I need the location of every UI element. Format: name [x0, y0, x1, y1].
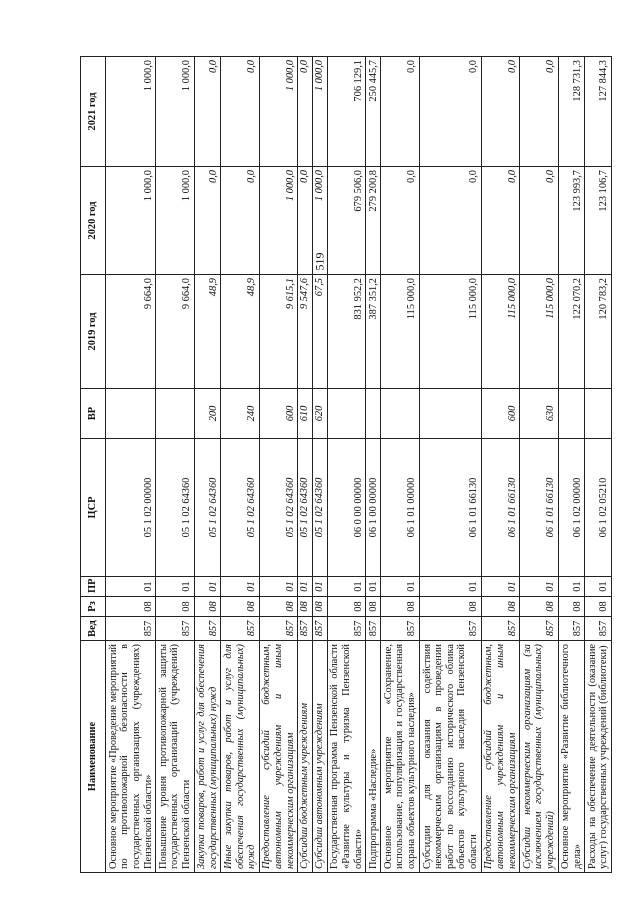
cell-vr [585, 389, 612, 439]
cell-2021: 0,0 [194, 57, 221, 167]
cell-2019: 115 000,0 [381, 275, 419, 389]
cell-2019: 115 000,0 [419, 275, 481, 389]
cell-2019: 9 664,0 [156, 275, 194, 389]
table-row [106, 57, 156, 873]
table-row [481, 57, 519, 873]
cell-csr: 06 1 01 00000 [381, 439, 419, 577]
cell-2020: 0,0 [481, 167, 519, 275]
cell-rz: 08 [520, 597, 558, 617]
cell-name: Предоставление субсидий бюджетным, автономным учреждениям и иным некоммерческим организациям [259, 641, 297, 873]
cell-ved: 857 [585, 617, 612, 641]
cell-vr: 600 [481, 389, 519, 439]
cell-vr: 630 [520, 389, 558, 439]
cell-ved: 857 [298, 617, 313, 641]
header-2020: 2020 год [81, 167, 106, 275]
cell-csr: 05 1 02 64360 [298, 439, 313, 577]
cell-ved: 857 [419, 617, 481, 641]
cell-2019: 115 000,0 [481, 275, 519, 389]
cell-2020: 1 000,0 [156, 167, 194, 275]
cell-rz: 08 [366, 597, 381, 617]
cell-2021: 128 731,3 [558, 57, 585, 167]
cell-name: Государственная программа Пензенской области «Развитие культуры и туризма Пензенской области» [327, 641, 365, 873]
cell-pr: 01 [558, 577, 585, 597]
cell-ved: 857 [381, 617, 419, 641]
cell-2019: 387 351,2 [366, 275, 381, 389]
cell-csr: 05 1 02 64360 [194, 439, 221, 577]
cell-ved: 857 [156, 617, 194, 641]
cell-2021: 1 000,0 [106, 57, 156, 167]
cell-pr: 01 [520, 577, 558, 597]
cell-ved: 857 [327, 617, 365, 641]
cell-vr [419, 389, 481, 439]
cell-vr [366, 389, 381, 439]
cell-name: Расходы на обеспечение деятельности (оказание услуг) государственных учреждений (библиотеки) [585, 641, 612, 873]
table-body [106, 57, 612, 873]
header-rz: Рз [81, 597, 106, 617]
cell-rz: 08 [259, 597, 297, 617]
cell-2020: 0,0 [419, 167, 481, 275]
cell-2021: 0,0 [221, 57, 259, 167]
cell-pr: 01 [106, 577, 156, 597]
header-ved: Вед [81, 617, 106, 641]
cell-pr: 01 [327, 577, 365, 597]
cell-name: Субсидии бюджетным учреждениям [298, 641, 313, 873]
cell-csr: 06 1 01 66130 [481, 439, 519, 577]
table-row [259, 57, 297, 873]
cell-ved: 857 [106, 617, 156, 641]
cell-name: Субсидии для оказания содействия некоммерческим организациям в проведении работ по воссозданию исторического облика объектов культурного наследия Пензенской области [419, 641, 481, 873]
header-2019: 2019 год [81, 275, 106, 389]
cell-vr [156, 389, 194, 439]
cell-rz: 08 [327, 597, 365, 617]
budget-table [80, 56, 612, 873]
cell-pr: 01 [221, 577, 259, 597]
cell-2019: 9 664,0 [106, 275, 156, 389]
cell-2021: 250 445,7 [366, 57, 381, 167]
cell-2021: 0,0 [481, 57, 519, 167]
table-row [313, 57, 328, 873]
table-row [585, 57, 612, 873]
cell-2020: 123 106,7 [585, 167, 612, 275]
cell-2021: 1 000,0 [156, 57, 194, 167]
cell-pr: 01 [259, 577, 297, 597]
header-name: Наименование [81, 641, 106, 873]
cell-2021: 706 129,1 [327, 57, 365, 167]
cell-vr: 600 [259, 389, 297, 439]
cell-vr [381, 389, 419, 439]
table-row [381, 57, 419, 873]
cell-2019: 831 952,2 [327, 275, 365, 389]
cell-name: Повышение уровня противопожарной защиты государственных организаций (учреждений) Пензенской области [156, 641, 194, 873]
cell-name: Иные закупки товаров, работ и услуг для обеспечения государственных (муниципальных) нужд [221, 641, 259, 873]
cell-csr: 06 1 02 00000 [558, 439, 585, 577]
cell-2021: 0,0 [298, 57, 313, 167]
cell-2020: 0,0 [520, 167, 558, 275]
cell-2020: 123 993,7 [558, 167, 585, 275]
cell-2020: 0,0 [194, 167, 221, 275]
cell-rz: 08 [585, 597, 612, 617]
cell-2020: 0,0 [298, 167, 313, 275]
cell-vr: 200 [194, 389, 221, 439]
cell-rz: 08 [313, 597, 328, 617]
cell-name: Подпрограмма «Наследие» [366, 641, 381, 873]
cell-2019: 115 000,0 [520, 275, 558, 389]
cell-2020: 0,0 [381, 167, 419, 275]
cell-vr [106, 389, 156, 439]
table-row [558, 57, 585, 873]
cell-vr [327, 389, 365, 439]
cell-rz: 08 [381, 597, 419, 617]
cell-2020: 279 200,8 [366, 167, 381, 275]
cell-vr: 620 [313, 389, 328, 439]
cell-name: Предоставление субсидий бюджетным, автономным учреждениям и иным некоммерческим организациям [481, 641, 519, 873]
cell-ved: 857 [481, 617, 519, 641]
header-vr: ВР [81, 389, 106, 439]
cell-2019: 122 070,2 [558, 275, 585, 389]
table-row [366, 57, 381, 873]
cell-csr: 06 0 00 00000 [327, 439, 365, 577]
header-2021: 2021 год [81, 57, 106, 167]
table-row [327, 57, 365, 873]
cell-2021: 0,0 [419, 57, 481, 167]
table-row [194, 57, 221, 873]
cell-pr: 01 [381, 577, 419, 597]
cell-rz: 08 [221, 597, 259, 617]
cell-vr: 240 [221, 389, 259, 439]
cell-csr: 06 1 02 05210 [585, 439, 612, 577]
cell-ved: 857 [558, 617, 585, 641]
cell-2021: 1 000,0 [259, 57, 297, 167]
cell-csr: 05 1 02 00000 [106, 439, 156, 577]
cell-2020: 1 000,0 [106, 167, 156, 275]
cell-csr: 06 1 00 00000 [366, 439, 381, 577]
cell-csr: 05 1 02 64360 [259, 439, 297, 577]
rotated-table-area [80, 57, 612, 873]
cell-2020: 679 506,0 [327, 167, 365, 275]
table-row [156, 57, 194, 873]
cell-name: Основное мероприятие «Сохранение, использование, популяризация и государственная охрана объектов культурного наследия» [381, 641, 419, 873]
cell-2020: 0,0 [221, 167, 259, 275]
cell-csr: 05 1 02 64360 [156, 439, 194, 577]
cell-pr: 01 [156, 577, 194, 597]
header-pr: ПР [81, 577, 106, 597]
cell-vr: 610 [298, 389, 313, 439]
cell-rz: 08 [156, 597, 194, 617]
cell-ved: 857 [194, 617, 221, 641]
table-row [419, 57, 481, 873]
cell-2019: 48,9 [194, 275, 221, 389]
table-row [520, 57, 558, 873]
cell-2021: 127 844,3 [585, 57, 612, 167]
cell-csr: 06 1 01 66130 [520, 439, 558, 577]
cell-2019: 9 547,6 [298, 275, 313, 389]
cell-name: Закупка товаров, работ и услуг для обеспечения государственных (муниципальных) нужд [194, 641, 221, 873]
header-csr: ЦСР [81, 439, 106, 577]
cell-ved: 857 [520, 617, 558, 641]
cell-csr: 05 1 02 64360 [221, 439, 259, 577]
cell-2020: 1 000,0 [259, 167, 297, 275]
cell-rz: 08 [194, 597, 221, 617]
page-number: 519 [312, 252, 327, 270]
cell-name: Субсидии автономным учреждениям [313, 641, 328, 873]
cell-pr: 01 [194, 577, 221, 597]
cell-rz: 08 [298, 597, 313, 617]
cell-pr: 01 [298, 577, 313, 597]
cell-2019: 67,5 [313, 275, 328, 389]
cell-2021: 0,0 [381, 57, 419, 167]
cell-2021: 0,0 [520, 57, 558, 167]
cell-ved: 857 [313, 617, 328, 641]
cell-2019: 9 615,1 [259, 275, 297, 389]
cell-rz: 08 [419, 597, 481, 617]
cell-ved: 857 [221, 617, 259, 641]
cell-name: Основное мероприятие «Проведение мероприятий по противопожарной безопасности в государственных организациях (учреждениях) Пензенской области» [106, 641, 156, 873]
cell-pr: 01 [366, 577, 381, 597]
header-row [81, 57, 106, 873]
cell-2019: 48,9 [221, 275, 259, 389]
table-row [221, 57, 259, 873]
cell-name: Субсидии некоммерческим организациям (за исключением государственных (муниципальных) учреждений) [520, 641, 558, 873]
cell-csr: 05 1 02 64360 [313, 439, 328, 577]
cell-rz: 08 [481, 597, 519, 617]
cell-2019: 120 783,2 [585, 275, 612, 389]
cell-2020: 1 000,0 [313, 167, 328, 275]
cell-rz: 08 [106, 597, 156, 617]
cell-csr: 06 1 01 66130 [419, 439, 481, 577]
cell-rz: 08 [558, 597, 585, 617]
cell-ved: 857 [366, 617, 381, 641]
cell-vr [558, 389, 585, 439]
cell-pr: 01 [419, 577, 481, 597]
cell-pr: 01 [481, 577, 519, 597]
cell-pr: 01 [313, 577, 328, 597]
cell-2021: 1 000,0 [313, 57, 328, 167]
cell-ved: 857 [259, 617, 297, 641]
cell-pr: 01 [585, 577, 612, 597]
cell-name: Основное мероприятие «Развитие библиотечного дела» [558, 641, 585, 873]
table-row [298, 57, 313, 873]
